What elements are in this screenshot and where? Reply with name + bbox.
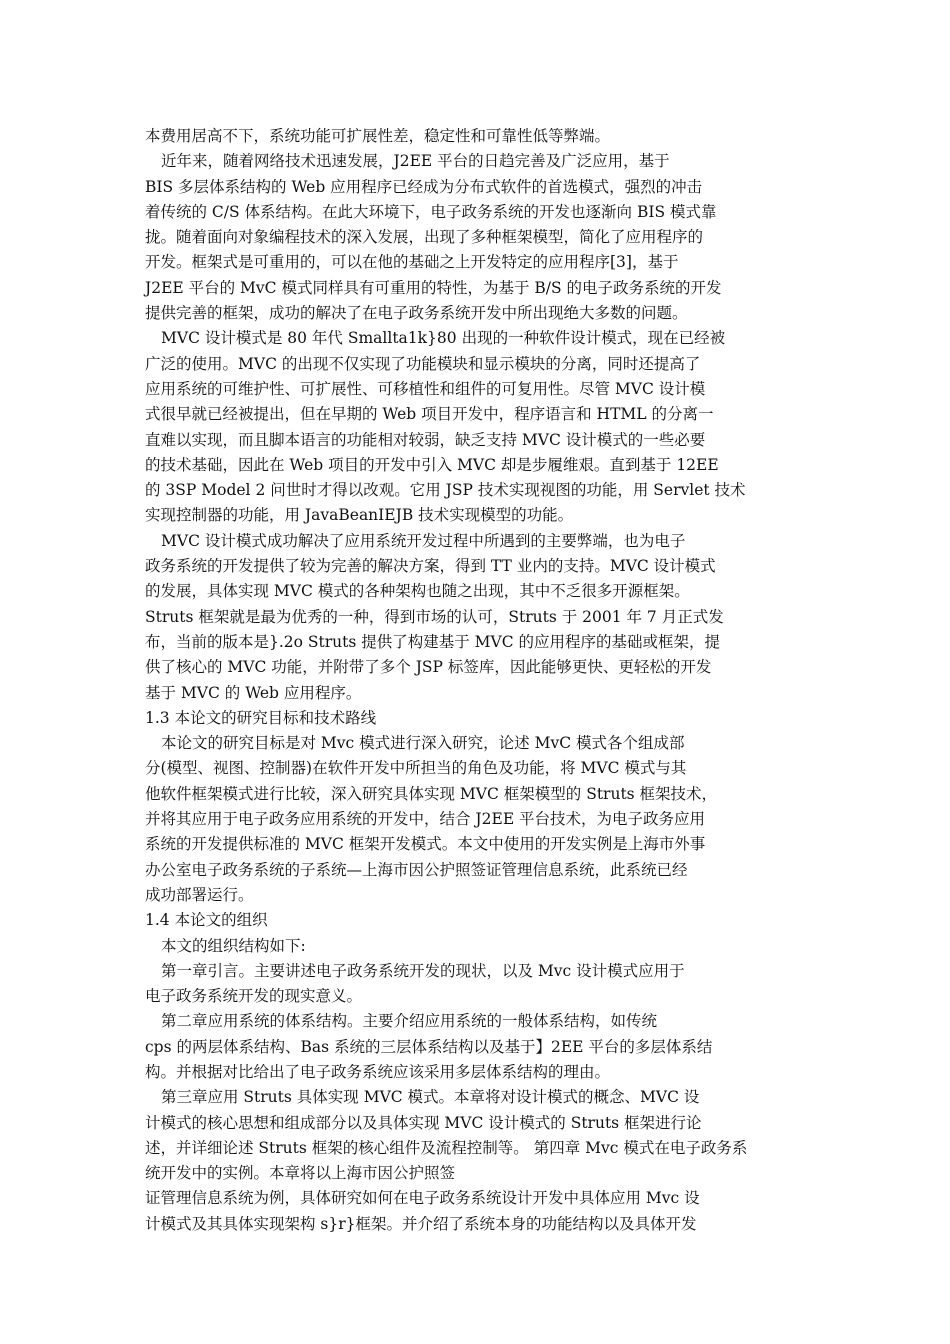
text-line: 并将其应用于电子政务应用系统的开发中，结合 J2EE 平台技术，为电子政务应用 xyxy=(145,810,706,829)
text-line: 本文的组织结构如下: xyxy=(161,936,306,955)
text-line: 计模式及其具体实现架构 s}r}框架。并介绍了系统本身的功能结构以及具体开发 xyxy=(145,1214,697,1233)
text-line: 成功部署运行。 xyxy=(145,885,254,904)
text-line: J2EE 平台的 MvC 模式同样具有可重用的特性，为基于 B/S 的电子政务系统的开发 xyxy=(145,278,722,297)
text-line: 第二章应用系统的体系结构。主要介绍应用系统的一般体系结构，如传统 xyxy=(161,1012,658,1031)
text-line: 他软件框架模式进行比较，深入研究具体实现 MVC 框架模型的 Struts 框架技术， xyxy=(145,784,718,803)
text-line: 布，当前的版本是}.2o Struts 提供了构建基于 MVC 的应用程序的基础或框架，提 xyxy=(145,632,721,651)
text-line: 基于 MVC 的 Web 应用程序。 xyxy=(145,683,362,702)
section-heading: 1.3 本论文的研究目标和技术路线 xyxy=(145,708,377,727)
text-line: MVC 设计模式成功解决了应用系统开发过程中所遇到的主要弊端，也为电子 xyxy=(161,531,686,550)
text-line: 着传统的 C/S 体系结构。在此大环境下，电子政务系统的开发也逐渐向 BIS 模式靠 xyxy=(145,202,717,221)
text-line: 证管理信息系统为例，具体研究如何在电子政务系统设计开发中具体应用 Mvc 设 xyxy=(145,1189,700,1208)
text-line: 提供完善的框架，成功的解决了在电子政务系统开发中所出现绝大多数的问题。 xyxy=(145,304,688,323)
document-body xyxy=(145,124,815,1237)
text-line: 开发。框架式是可重用的，可以在他的基础之上开发特定的应用程序[3]，基于 xyxy=(145,253,679,272)
text-line: Struts 框架就是最为优秀的一种，得到市场的认可，Struts 于 2001 年 7 月正式发 xyxy=(145,607,724,626)
text-line: 直难以实现，而且脚本语言的功能相对较弱，缺乏支持 MVC 设计模式的一些必要 xyxy=(145,430,706,449)
text-line: 的 3SP Model 2 问世时才得以改观。它用 JSP 技术实现视图的功能，用 Servlet 技术 xyxy=(145,481,746,500)
text-line: 计模式的核心思想和组成部分以及具体实现 MVC 设计模式的 Struts 框架进行论 xyxy=(145,1113,702,1132)
text-line: 供了核心的 MVC 功能，并附带了多个 JSP 标签库，因此能够更快、更轻松的开发 xyxy=(145,658,712,677)
text-line: BIS 多层体系结构的 Web 应用程序已经成为分布式软件的首选模式，强烈的冲击 xyxy=(145,177,703,196)
text-line: 的技术基础，因此在 Web 项目的开发中引入 MVC 却是步履维艰。直到基于 12EE xyxy=(145,455,719,474)
text-line: 统开发中的实例。本章将以上海市因公护照签 xyxy=(145,1164,456,1183)
text-line: 实现控制器的功能，用 JavaBeanIEJB 技术实现模型的功能。 xyxy=(145,506,574,525)
text-line: 分(模型、视图、控制器)在软件开发中所担当的角色及功能，将 MVC 模式与其 xyxy=(145,759,687,778)
text-line: 构。并根据对比给出了电子政务系统应该采用多层体系结构的理由。 xyxy=(145,1062,611,1081)
text-line: 拢。随着面向对象编程技术的深入发展，出现了多种框架模型，简化了应用程序的 xyxy=(145,228,704,247)
text-line: 的发展，具体实现 MVC 模式的各种架构也随之出现，其中不乏很多开源框架。 xyxy=(145,582,690,601)
text-line: 系统的开发提供标准的 MVC 框架开发模式。本文中使用的开发实例是上海市外事 xyxy=(145,835,706,854)
text-line: 本费用居高不下，系统功能可扩展性差，稳定性和可靠性低等弊端。 xyxy=(145,127,611,145)
text-line: 式很早就已经被提出，但在早期的 Web 项目开发中，程序语言和 HTML 的分离一 xyxy=(145,405,714,424)
text-line: 政务系统的开发提供了较为完善的解决方案，得到 TT 业内的支持。MVC 设计模式 xyxy=(145,557,716,576)
text-line: 办公室电子政务系统的子系统—上海市因公护照签证管理信息系统，此系统已经 xyxy=(145,860,688,879)
text-line: 第三章应用 Struts 具体实现 MVC 模式。本章将对设计模式的概念、MVC 设 xyxy=(161,1088,700,1107)
section-heading: 1.4 本论文的组织 xyxy=(145,911,268,930)
text-line: cps 的两层体系结构、Bas 系统的三层体系结构以及基于】2EE 平台的多层体系结 xyxy=(145,1037,713,1056)
text-line: 广泛的使用。MVC 的出现不仅实现了功能模块和显示模块的分离，同时还提高了 xyxy=(145,354,701,373)
text-line: 应用系统的可维护性、可扩展性、可移植性和组件的可复用性。尽管 MVC 设计模 xyxy=(145,379,706,398)
text-line: 电子政务系统开发的现实意义。 xyxy=(145,987,363,1006)
text-line: 近年来，随着网络技术迅速发展，J2EE 平台的日趋完善及广泛应用，基于 xyxy=(161,152,670,171)
text-line: 述，并详细论述 Struts 框架的核心组件及流程控制等。 第四章 Mvc 模式在电子政务系 xyxy=(145,1138,748,1157)
text-line: MVC 设计模式是 80 年代 Smallta1k}80 出现的一种软件设计模式，现在已经被 xyxy=(161,329,726,348)
text-line: 第一章引言。主要讲述电子政务系统开发的现状，以及 Mvc 设计模式应用于 xyxy=(161,961,685,980)
text-line: 本论文的研究目标是对 Mvc 模式进行深入研究，论述 MvC 模式各个组成部 xyxy=(161,734,685,753)
